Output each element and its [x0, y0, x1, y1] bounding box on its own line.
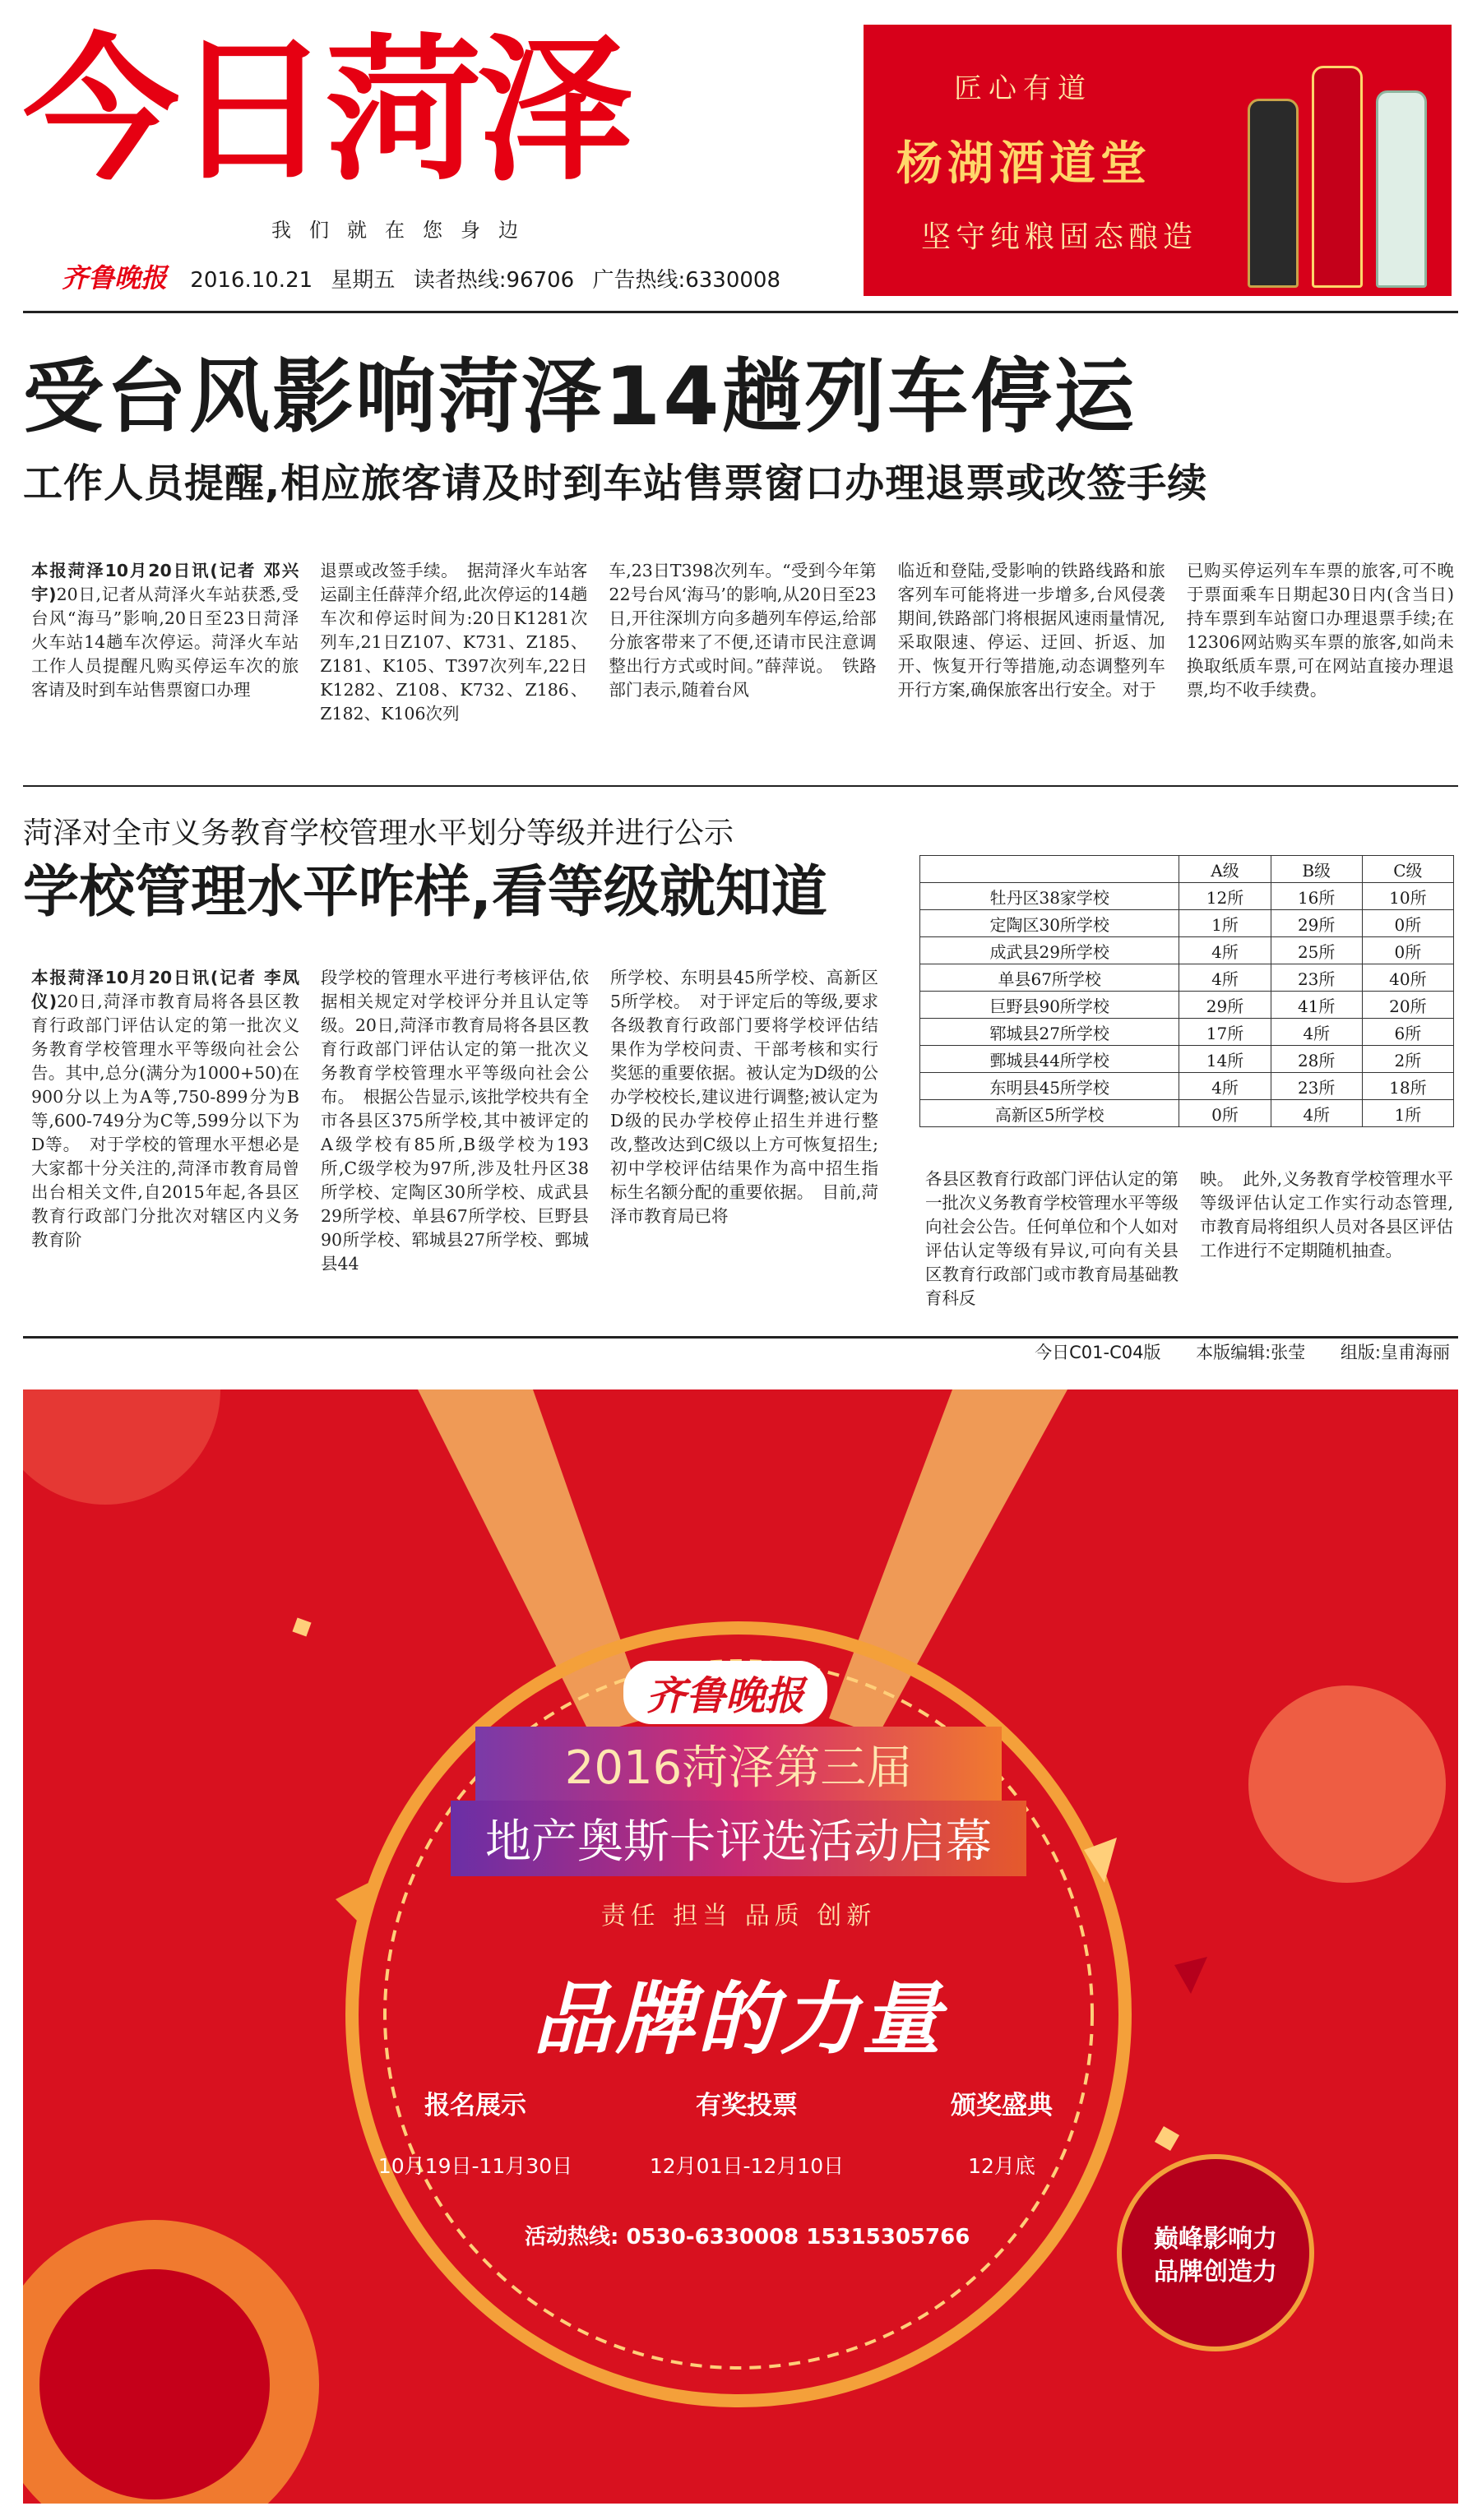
slogan: 我们就在您身边 [271, 219, 536, 242]
article-column: 本报菏泽10月20日讯(记者 邓兴宇)20日,记者从菏泽火车站获悉,受台风“海马”影响,20日至23日菏泽火车站14趟车次停运。菏泽火车站工作人员提醒凡购买停运车次的旅客请及时到车站售票窗口办理 [31, 561, 299, 700]
page-layout-credit: 组版:皇甫海丽 [1340, 1343, 1450, 1362]
decor-circle [1248, 1685, 1446, 1883]
table-cell-count: 41所 [1271, 992, 1362, 1019]
grade-table [919, 855, 1454, 1127]
decor-circle [39, 2269, 270, 2499]
table-cell-count: 0所 [1179, 1100, 1271, 1127]
table-row [920, 883, 1454, 910]
issue-date: 2016.10.21 [190, 268, 313, 293]
ad-brand-name: 杨湖酒道堂 [896, 136, 1151, 191]
stage-dates-award: 12月底 [968, 2154, 1035, 2178]
table-cell-district: 单县67所学校 [920, 964, 1179, 992]
issue-weekday: 星期五 [331, 268, 396, 293]
newspaper-title: 今日菏泽 [23, 20, 629, 201]
table-cell-count: 25所 [1271, 937, 1362, 964]
black-bottle-icon [1248, 99, 1299, 288]
ad-badge [1117, 2154, 1314, 2351]
table-row [920, 992, 1454, 1019]
table-row [920, 1019, 1454, 1046]
table-cell-district: 鄄城县44所学校 [920, 1046, 1179, 1073]
table-cell-count: 29所 [1271, 910, 1362, 937]
page-range: 今日C01-C04版 [1035, 1343, 1161, 1362]
confetti [292, 1617, 311, 1636]
white-bottle-icon [1376, 90, 1427, 288]
table-cell-count: 18所 [1362, 1073, 1453, 1100]
article-column: 映。 此外,义务教育学校管理水平等级评估认定工作实行动态管理,市教育局将组织人员对各县区评估工作进行不定期随机抽查。 [1200, 1169, 1453, 1260]
table-cell-count: 40所 [1362, 964, 1453, 992]
table-cell-district: 高新区5所学校 [920, 1100, 1179, 1127]
ad-tagline: 匠心有道 [954, 72, 1092, 105]
table-cell-district: 成武县29所学校 [920, 937, 1179, 964]
table-header: C级 [1362, 856, 1453, 883]
article-column: 本报菏泽10月20日讯(记者 李凤仪)20日,菏泽市教育局将各县区教育行政部门评估认定的第一批次义务教育学校管理水平等级向社会公告。其中,总分(满分为1000+50)在900分以上为A等,750-899分为B等,600-749分为C等,599分以下为D等。 对于学校的管理水平想必是大家都十分关注的,菏泽市教育局曾出台相关文件,自2015年起,各县区教育行政部门分批次对辖区内义务教育阶 [31, 968, 299, 1250]
table-cell-count: 0所 [1362, 937, 1453, 964]
table-cell-district: 郓城县27所学校 [920, 1019, 1179, 1046]
table-cell-count: 6所 [1362, 1019, 1453, 1046]
table-cell-district: 巨野县90所学校 [920, 992, 1179, 1019]
ad-hotline: 活动热线: 0530-6330008 15315305766 [525, 2225, 970, 2250]
table-cell-count: 4所 [1179, 937, 1271, 964]
table-cell-count: 4所 [1179, 1073, 1271, 1100]
table-cell-count: 12所 [1179, 883, 1271, 910]
table-row [920, 1073, 1454, 1100]
article-column: 各县区教育行政部门评估认定的第一批次义务教育学校管理水平等级向社会公告。任何单位和个人如对评估认定等级有异议,可向有关县区教育行政部门或市教育局基础教育科反 [925, 1169, 1179, 1308]
table-cell-district: 定陶区30所学校 [920, 910, 1179, 937]
article-column: 所学校、东明县45所学校、高新区5所学校。 对于评定后的等级,要求各级教育行政部门要将学校评估结果作为学校问责、干部考核和实行奖惩的重要依据。被认定为D级的公办学校校长,建议进行调整;被认定为D级的民办学校停止招生并进行整改,整改达到C级以上方可恢复招生;初中学校评估结果作为高中招生指标生名额分配的重要依据。 目前,菏泽市教育局已将 [610, 968, 878, 1226]
table-header [920, 856, 1179, 883]
ad-title-line1: 2016菏泽第三届 [475, 1727, 1002, 1802]
ad-hotline: 广告热线:6330008 [592, 268, 781, 293]
table-cell-count: 20所 [1362, 992, 1453, 1019]
table-cell-count: 23所 [1271, 964, 1362, 992]
article-column: 退票或改签手续。 据菏泽火车站客运副主任薛萍介绍,此次停运的14趟车次和停运时间为:20日K1281次列车,21日Z107、K731、Z185、Z181、K105、T397次列车,22日K1282、Z108、K732、Z186、Z182、K106次列 [320, 561, 588, 724]
divider [23, 785, 1458, 787]
table-cell-district: 牡丹区38家学校 [920, 883, 1179, 910]
headline-school: 学校管理水平咋样,看等级就知道 [23, 860, 827, 925]
ad-slogan: 坚守纯粮固态酿造 [921, 220, 1198, 254]
table-header: B级 [1271, 856, 1362, 883]
stage-title-signup: 报名展示 [424, 2091, 526, 2120]
table-cell-count: 4所 [1179, 964, 1271, 992]
real-estate-event-advertisement [23, 1389, 1458, 2504]
table-cell-district: 东明县45所学校 [920, 1073, 1179, 1100]
article-column: 已购买停运列车车票的旅客,可不晚于票面乘车日期起30日内(含当日)持车票到车站窗口办理退票手续;在12306网站购买车票的旅客,如尚未换取纸质车票,可在网站直接办理退票,均不收手续费。 [1186, 561, 1455, 700]
liquor-advertisement [864, 25, 1452, 296]
table-row [920, 937, 1454, 964]
table-row [920, 1046, 1454, 1073]
table-cell-count: 16所 [1271, 883, 1362, 910]
table-header-row [920, 856, 1454, 883]
ad-publisher-logo: 齐鲁晚报 [623, 1661, 827, 1724]
issue-info-line [62, 261, 851, 294]
badge-line: 品牌创造力 [1154, 2258, 1277, 2286]
table-cell-count: 14所 [1179, 1046, 1271, 1073]
ad-values: 责任 担当 品质 创新 [600, 1902, 877, 1930]
kicker-school: 菏泽对全市义务教育学校管理水平划分等级并进行公示 [23, 816, 734, 850]
table-cell-count: 29所 [1179, 992, 1271, 1019]
headline-typhoon: 受台风影响菏泽14趟列车停运 [23, 350, 1137, 444]
bottles-image [1248, 49, 1437, 288]
red-bottle-icon [1312, 66, 1363, 288]
table-row [920, 910, 1454, 937]
page-footer [23, 1336, 1458, 1367]
masthead [16, 16, 847, 242]
confetti [1174, 1957, 1207, 1994]
publisher-logo: 齐鲁晚报 [62, 262, 168, 294]
stage-dates-signup: 10月19日-11月30日 [377, 2154, 573, 2178]
divider [23, 311, 1458, 313]
table-header: A级 [1179, 856, 1271, 883]
badge-line: 巅峰影响力 [1154, 2225, 1277, 2254]
table-row [920, 964, 1454, 992]
page-editor: 本版编辑:张莹 [1196, 1343, 1306, 1362]
decor-circle [23, 1389, 220, 1505]
table-cell-count: 2所 [1362, 1046, 1453, 1073]
dateline: 本报菏泽10月20日讯(记者 邓兴宇) [31, 561, 299, 604]
table-cell-count: 1所 [1179, 910, 1271, 937]
dateline: 本报菏泽10月20日讯(记者 李凤仪) [31, 968, 299, 1011]
article-school-body [31, 966, 903, 1328]
article-school-body-continued [925, 1168, 1456, 1332]
table-cell-count: 1所 [1362, 1100, 1453, 1127]
table-cell-count: 10所 [1362, 883, 1453, 910]
reader-hotline: 读者热线:96706 [413, 268, 575, 293]
stage-title-vote: 有奖投票 [696, 2091, 798, 2120]
subheadline-typhoon: 工作人员提醒,相应旅客请及时到车站售票窗口办理退票或改签手续 [23, 460, 1208, 506]
table-cell-count: 4所 [1271, 1100, 1362, 1127]
article-column: 车,23日T398次列车。“受到今年第22号台风‘海马’的影响,从20日至23日,开往深圳方向多趟列车停运,给部分旅客带来了不便,还请市民注意调整出行方式或时间。”薛萍说。 铁路部门表示,随着台风 [609, 561, 877, 700]
article-column: 段学校的管理水平进行考核评估,依据相关规定对学校评分并且认定等级。20日,菏泽市教育局将各县区教育行政部门评估认定的第一批次义务教育学校管理水平等级向社会公布。 根据公告显示,该批学校共有全市各县区375所学校,其中被评定的A级学校有85所,B级学校为193所,C级学校为97所,涉及牡丹区38所学校、定陶区30所学校、成武县29所学校、单县67所学校、巨野县90所学校、郓城县27所学校、鄄城县44 [321, 968, 589, 1274]
article-typhoon-body [31, 559, 1454, 740]
table-cell-count: 4所 [1271, 1019, 1362, 1046]
confetti [1155, 2126, 1179, 2151]
table-row [920, 1100, 1454, 1127]
table-cell-count: 23所 [1271, 1073, 1362, 1100]
stage-title-award: 颁奖盛典 [951, 2091, 1053, 2120]
table-cell-count: 28所 [1271, 1046, 1362, 1073]
table-cell-count: 17所 [1179, 1019, 1271, 1046]
table-cell-count: 0所 [1362, 910, 1453, 937]
ad-title-line2: 地产奥斯卡评选活动启幕 [451, 1801, 1026, 1876]
article-column: 临近和登陆,受影响的铁路线路和旅客列车可能将进一步增多,台风侵袭期间,铁路部门将根据风速雨量情况,采取限速、停运、迂回、折返、加开、恢复开行等措施,动态调整列车开行方案,确保旅客出行安全。对于 [897, 561, 1165, 700]
stage-dates-vote: 12月01日-12月10日 [649, 2154, 845, 2178]
ad-main-slogan: 品牌的力量 [533, 1973, 944, 2065]
